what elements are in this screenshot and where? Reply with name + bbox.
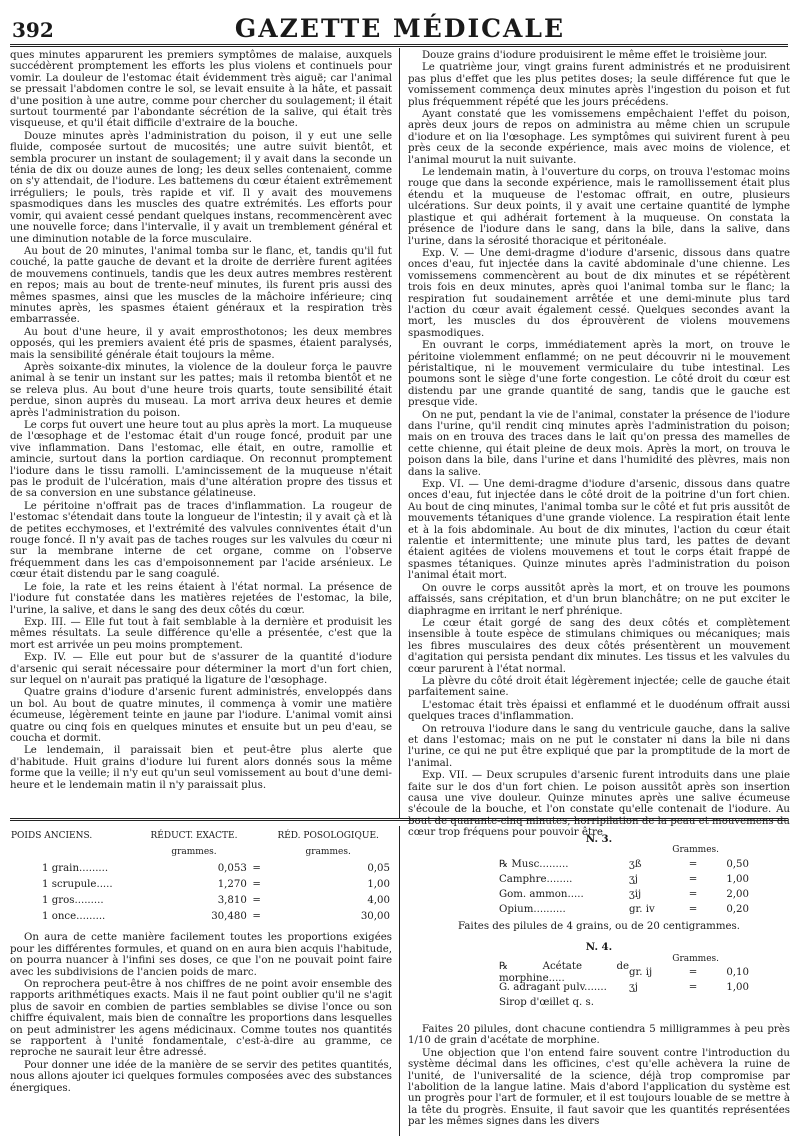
grams: 2,00 bbox=[726, 888, 749, 900]
experiment-paragraph: Exp. VII. — Deux scrupules d'arsenic furent introduits dans une plaie faite sur le dos d'un fort chien. Le poison aussitôt après son insertion causa une vive douleur. Quinze minutes après une salive écumeuse s'écoule de la bouche, et l'on constate qu'elle contenait de l'iodure. Au bout de quarante-cinq minutes, horripilation de la peau et mouvemens du cœur trop fréquens pour pouvoir être bbox=[408, 770, 790, 839]
formula-note: Faites des pilules de 4 grains, ou de 20 centigrammes. bbox=[457, 920, 741, 932]
paragraph: En ouvrant le corps, immédiatement après la mort, on trouve le péritoine violemment enflammé; on ne peut découvrir ni le mouvement péristaltique, ni le mouvement vermiculaire du tube intestinal. Les poumons sont le siège d'une forte congestion. Le côté droit du cœur est distendu par une grande quantité de sang, tandis que le gauche est presque vide. bbox=[408, 340, 790, 409]
column-divider bbox=[399, 826, 400, 1136]
paragraph: La plèvre du côté droit était légèrement injectée; celle de gauche était parfaitement saine. bbox=[408, 675, 790, 699]
bottom-right-column bbox=[408, 828, 790, 1138]
table-row bbox=[10, 876, 392, 892]
formula-line bbox=[449, 961, 749, 984]
paragraph: Au bout de 20 minutes, l'animal tomba sur le flanc, et, tandis qu'il fut couché, la patte gauche de devant et la droite de derrière furent agitées de mouvemens continuels, tandis que les deux autres membres restèrent en repos; mais au bout de trente-neuf minutes, ils furent pris aussi des mêmes spasmes, ainsi que les muscles de la mâchoire inférieure; cinq minutes après, les spasmes étaient généraux et la respiration très embarrassée. bbox=[10, 245, 392, 326]
bottom-left-column bbox=[10, 828, 392, 1138]
formula-unit: Grammes. bbox=[672, 845, 719, 856]
table-cell: = bbox=[252, 894, 261, 906]
paragraph: Faites 20 pilules, dont chacune contiendra 5 milligrammes à peu près 1/10 de grain d'acétate de morphine. bbox=[408, 1024, 790, 1047]
paragraph: Le lendemain matin, à l'ouverture du corps, on trouva l'estomac moins rouge que dans la seconde expérience, mais le ramollissement était plus étendu et la muqueuse de l'estomac offrait, en outre, plusieurs ulcérations. Sur deux points, il y avait une certaine quantité de lymphe plastique et qui adhérait fortement à la muqueuse. On constata la présence de l'iodure dans le sang, dans la bile, dans la salive, dans l'urine, dans la sérosité thoracique et péritonéale. bbox=[408, 167, 790, 247]
formula-number: N. 3. bbox=[585, 833, 613, 845]
table-cell: = bbox=[252, 878, 261, 890]
table-cell: 1 gros......... bbox=[42, 894, 104, 906]
equals: = bbox=[688, 873, 698, 885]
equals: = bbox=[688, 888, 698, 900]
grams: 1,00 bbox=[726, 873, 749, 885]
table-cell: 0,053 bbox=[217, 862, 247, 874]
formula-number: N. 4. bbox=[585, 941, 613, 954]
table-header: RÉD. POSOLOGIQUE. bbox=[277, 831, 379, 841]
column-divider bbox=[399, 48, 400, 818]
paragraph: On ouvre le corps aussitôt après la mort, et on trouve les poumons affaissés, sans crépitation, et d'un brun blanchâtre; on ne put exciter le diaphragme en irritant le nerf phrénique. bbox=[408, 582, 790, 617]
formula-line bbox=[449, 995, 749, 1010]
quantity: ʒij bbox=[629, 888, 642, 900]
paragraph: Au bout d'une heure, il y avait emprosthotonos; les deux membres opposés, qui les premiers avaient été pris de spasmes, étaient paralysés, mais la sensibilité générale était toujours la même. bbox=[10, 326, 392, 361]
grams: 0,20 bbox=[726, 903, 749, 915]
table-cell: = bbox=[252, 862, 261, 874]
paragraph: Une objection que l'on entend faire souvent contre l'introduction du système décimal dans les officines, c'est qu'elle achèvera la ruine de l'unité, de l'universalité de la science, déjà trop compromise par l'abolition de la langue latine. Mais d'abord l'application du système est un progrès pour l'art de formuler, et il est toujours louable de se mettre à la tête du progrès. Ensuite, il faut savoir que les quantités représentées par les mêmes signes dans les divers bbox=[408, 1047, 790, 1128]
paragraph: Après soixante-dix minutes, la violence de la douleur força le pauvre animal à se tenir un instant sur les pattes; mais il retomba bientôt et ne se releva plus. Au bout d'une heure trois quarts, toute sensibilité était perdue, sinon auprès du museau. La mort arriva deux heures et demie après l'administration du poison. bbox=[10, 361, 392, 419]
table-row bbox=[10, 892, 392, 908]
page-header bbox=[0, 0, 800, 44]
paragraph: Le péritoine n'offrait pas de traces d'inflammation. La rougeur de l'estomac s'étendait dans toute la longueur de l'intestin; il y avait çà et là de petites ecchymoses, et l'extrémité des valvules conniventes était d'un rouge foncé. Il n'y avait pas de taches rouges sur les valvules du cœur ni sur la membrane interne de cet organe, comme on l'observe fréquemment dans les cas d'empoisonnement par l'acide arsénieux. Le cœur était distendu par le sang coagulé. bbox=[10, 500, 392, 581]
experiment-paragraph: Exp. IV. — Elle eut pour but de s'assurer de la quantité d'iodure d'arsenic qui serait nécessaire pour déterminer la mort d'un fort chien, sur lequel on n'aurait pas pratiqué la ligature de l'œsophage. bbox=[10, 652, 392, 686]
paragraph: Quatre grains d'iodure d'arsenic furent administrés, enveloppés dans un bol. Au bout de quatre minutes, il commença à vomir une matière écumeuse, légèrement teinte en jaune par l'iodure. L'animal vomit ainsi quatre ou cinq fois en quelques minutes et ensuite but un peu d'eau, se coucha et dormit. bbox=[10, 687, 392, 744]
table-cell: 1 scrupule..... bbox=[42, 878, 113, 890]
equals: = bbox=[688, 981, 698, 993]
formula-line bbox=[449, 902, 749, 917]
table-cell: 1,00 bbox=[367, 878, 390, 890]
ingredient: ℞ Acétate de morphine..... bbox=[499, 961, 629, 984]
ingredient: G. adragant pulv....... bbox=[499, 981, 607, 993]
paragraph: Le corps fut ouvert une heure tout au plus après la mort. La muqueuse de l'œsophage et de l'estomac était d'un rouge foncé, produit par une vive inflammation. Dans l'estomac, elle était, en outre, ramollie et amincie, surtout dans la portion cardiaque. On reconnut promptement l'iodure dans le tissu ramolli. L'amincissement de la muqueuse n'était pas le produit de l'ulcération, mais d'une altération propre des tissus et de sa conversion en une substance gélatineuse. bbox=[10, 420, 392, 500]
formula-3 bbox=[449, 834, 749, 917]
quantity: gr. ij bbox=[629, 966, 653, 978]
paragraph: Douze minutes après l'administration du poison, il y eut une selle fluide, composée surtout de mucosités; une autre suivit bientôt, et sembla procurer un instant de soulagement; il y avait dans la seconde un ténia de dix ou douze aunes de long; les deux selles contenaient, comme on s'y attendait, de l'iodure. Les battemens du cœur étaient extrêmement irréguliers; le pouls, très rapide et vif. Il y avait des mouvemens spasmodiques dans les muscles des quatre extrémités. Les efforts pour vomir, qui avaient cessé pendant quelques instans, recommencèrent avec une nouvelle force; dans l'intervalle, il y avait un tremblement général et une diminution notable de la force musculaire. bbox=[10, 130, 392, 245]
paragraph: Le lendemain, il paraissait bien et peut-être plus alerte que d'habitude. Huit grains d'iodure lui furent alors donnés sous la même forme que la veille; il n'y eut qu'un seul vomissement au bout d'une demi-heure et le lendemain matin il n'y paraissait plus. bbox=[10, 745, 392, 791]
experiment-paragraph: Exp. III. — Elle fut tout à fait semblable à la dernière et produisit les mêmes résultats. La seule différence qu'elle a présentée, c'est que la mort est arrivée un peu moins promptement. bbox=[10, 616, 392, 651]
formula-unit: Grammes. bbox=[672, 953, 719, 964]
ingredient: Opium.......... bbox=[499, 903, 566, 915]
weights-table bbox=[10, 830, 392, 924]
equals: = bbox=[688, 858, 698, 870]
paragraph: Le foie, la rate et les reins étaient à l'état normal. La présence de l'iodure fut constatée dans les matières rejetées de l'estomac, la bile, l'urine, la salive, et dans le sang des deux côtés du cœur. bbox=[10, 581, 392, 616]
paragraph: Pour donner une idée de la manière de se servir des petites quantités, nous allons ajouter ici quelques formules composées avec des substances énergiques. bbox=[10, 1059, 392, 1094]
formula-line bbox=[449, 872, 749, 887]
paragraph: On ne put, pendant la vie de l'animal, constater la présence de l'iodure dans l'urine, qu'il rendit cinq minutes après l'administration du poison; mais on en trouva des traces dans le lait qu'on pressa des mamelles de cette chienne, qui était pleine de deux mois. Après la mort, on trouva le poison dans la bile, dans l'urine et dans l'humidité des plèvres, mais non dans la salive. bbox=[408, 409, 790, 478]
ingredient: Gom. ammon..... bbox=[499, 888, 584, 900]
quantity: ʒß bbox=[629, 858, 642, 870]
experiment-paragraph: Exp. V. — Une demi-dragme d'iodure d'arsenic, dissous dans quatre onces d'eau, fut injectée dans la cavité abdominale d'une chienne. Les vomissemens commencèrent au bout de dix minutes et se répétèrent trois fois en deux minutes, après quoi l'animal tomba sur le flanc; la respiration fut soudainement arrêtée et une demi-minute plus tard l'action du cœur avait également cessé. Quelques secondes avant la mort, les muscles du dos éprouvèrent de violens mouvemens spasmodiques. bbox=[408, 247, 790, 339]
table-header: RÉDUCT. EXACTE. bbox=[150, 831, 238, 841]
table-row bbox=[10, 908, 392, 924]
paragraph: On reprochera peut-être à nos chiffres de ne point avoir ensemble des rapports arithmétiques exacts. Mais il ne faut point oublier qu'il ne s'agit plus de savoir en combien de parties semblables se divise l'once ou son chiffre équivalent, mais bien de connaître les proportions dans lesquelles on peut administrer les agens médicinaux. Comme toutes nos quantités se rapportent à l'unité fondamentale, c'est-à-dire au gramme, ce reproche ne saurait leur être adressé. bbox=[10, 979, 392, 1059]
formula-line bbox=[449, 980, 749, 995]
journal-title: GAZETTE MÉDICALE bbox=[234, 14, 566, 43]
ingredient: ℞ Musc......... bbox=[499, 858, 569, 870]
table-cell: 0,05 bbox=[367, 862, 390, 874]
equals: = bbox=[688, 966, 698, 978]
paragraph: On retrouva l'iodure dans le sang du ventricule gauche, dans la salive et dans l'estomac; mais on ne put le constater ni dans la bile ni dans l'urine, ce qui ne put être expliqué que par la promptitude de la mort de l'animal. bbox=[408, 723, 790, 769]
paragraph: Ayant constaté que les vomissemens empêchaient l'effet du poison, après deux jours de repos on administra au même chien un scrupule d'iodure et on lia l'œsophage. Les symptômes qui suivirent furent à peu près ceux de la seconde expérience, mais avec moins de violence, et l'animal mourut la nuit suivante. bbox=[408, 109, 790, 166]
table-row bbox=[10, 860, 392, 876]
unit-label: grammes. bbox=[305, 846, 351, 857]
unit-label: grammes. bbox=[171, 846, 217, 857]
header-rule bbox=[10, 44, 788, 47]
ingredient: Sirop d'œillet q. s. bbox=[499, 996, 594, 1008]
table-cell: 1 grain......... bbox=[42, 862, 109, 874]
table-header-row bbox=[10, 830, 392, 844]
quantity: gr. iv bbox=[629, 903, 655, 915]
page-number: 392 bbox=[12, 18, 54, 42]
grams: 0,10 bbox=[726, 966, 749, 978]
experiment-paragraph: Exp. VI. — Une demi-dragme d'iodure d'arsenic, dissous dans quatre onces d'eau, fut injectée dans le côté droit de la poitrine d'un fort chien. Au bout de cinq minutes, l'animal tomba sur le côté et fut pris aussitôt de mouvements tétaniques d'une grande violence. La respiration était lente et à la fois abdominale. Au bout de dix minutes, l'action du cœur était ralentie et intermittente; une minute plus tard, les pattes de devant étaient agitées de violens mouvemens et tout le corps était frappé de spasmes tétaniques. Quinze minutes après l'administration du poison l'animal était mort. bbox=[408, 479, 790, 582]
paragraph: L'estomac était très épaissi et enflammé et le duodénum offrait aussi quelques traces d'inflammation. bbox=[408, 699, 790, 723]
table-cell: 1 once......... bbox=[42, 910, 106, 922]
quantity: ʒj bbox=[629, 981, 638, 993]
paragraph: On aura de cette manière facilement toutes les proportions exigées pour les différentes formules, et quand on en aura bien acquis l'habitude, on pourra nuancer à l'infini ses doses, ce que l'on ne pouvait point faire avec les subdivisions de l'ancien poids de marc. bbox=[10, 932, 392, 978]
unit-row bbox=[10, 844, 392, 860]
quantity: ʒj bbox=[629, 873, 638, 885]
left-column bbox=[10, 50, 392, 808]
equals: = bbox=[688, 903, 698, 915]
table-cell: = bbox=[252, 910, 261, 922]
grams: 1,00 bbox=[726, 981, 749, 993]
paragraph: ques minutes apparurent les premiers symptômes de malaise, auxquels succédèrent promptement les efforts les plus violens et continuels pour vomir. La douleur de l'estomac était évidemment très aiguë; car l'animal se pressait l'abdomen contre le sol, se levait ensuite à la hâte, et passait d'une position à une autre, comme pour chercher du soulagement; il était surtout tourmenté par l'abondante sécrétion de la salive, qui était très visqueuse, et qu'il était difficile d'extraire de la bouche. bbox=[10, 50, 392, 130]
grams: 0,50 bbox=[726, 858, 749, 870]
table-cell: 30,00 bbox=[360, 910, 390, 922]
formula-4 bbox=[449, 942, 749, 1010]
paragraph: Le cœur était gorgé de sang des deux côtés et complètement insensible à toute espèce de stimulans chimiques ou mécaniques; mais les fibres musculaires des deux côtés présentèrent un mouvement d'agitation qui persista pendant dix minutes. Les tissus et les valvules du cœur parurent à l'état normal. bbox=[408, 617, 790, 675]
paragraph: Douze grains d'iodure produisirent le même effet le troisième jour. bbox=[422, 50, 768, 61]
table-header: POIDS ANCIENS. bbox=[11, 831, 93, 841]
formula-line bbox=[449, 887, 749, 902]
formula-line bbox=[449, 857, 749, 872]
section-rule bbox=[10, 818, 788, 821]
ingredient: Camphre........ bbox=[499, 873, 573, 885]
table-cell: 4,00 bbox=[367, 894, 390, 906]
table-cell: 3,810 bbox=[217, 894, 247, 906]
paragraph: Le quatrième jour, vingt grains furent administrés et ne produisirent pas plus d'effet que les plus petites doses; la seule différence fut que le vomissement commença deux minutes après l'ingestion du poison et fut plus fréquemment répété que les jours précédens. bbox=[408, 62, 790, 108]
table-cell: 1,270 bbox=[217, 878, 247, 890]
table-cell: 30,480 bbox=[211, 910, 247, 922]
